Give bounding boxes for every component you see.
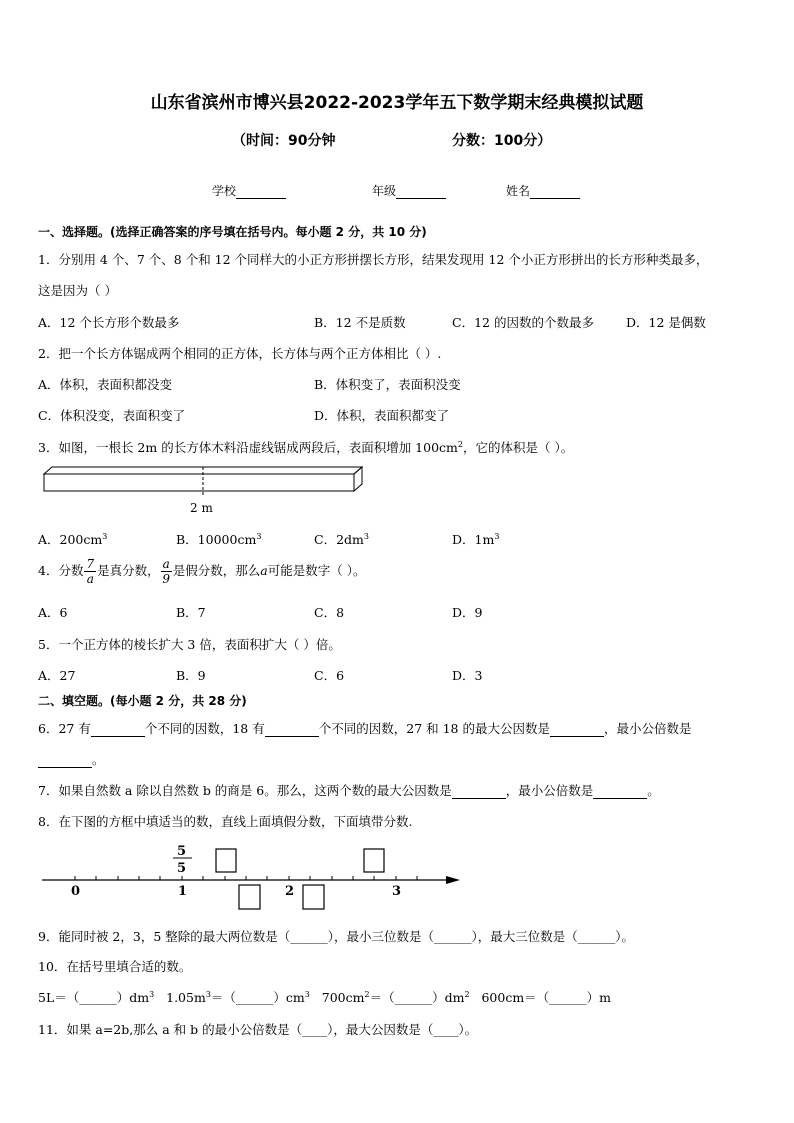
q3-option-c[interactable] [314,530,369,548]
frac-denominator: 5 [177,861,187,876]
q3-option-d-exp: 3 [494,531,500,541]
q6-p3: 个不同的因数，27 和 18 的最大公因数是 [318,721,550,736]
q1-stem-line2: 这是因为（ ） [38,283,117,298]
wood-beam-figure [40,462,370,520]
q10-p6: 600cm＝（______）m [481,990,612,1005]
q10-e2: 3 [205,989,211,999]
q4-post: 可能是数字（ ）。 [267,563,366,578]
q1-option-b[interactable]: B．12 不是质数 [314,315,406,330]
q4-fraction-2 [161,557,172,586]
q10-conversions [38,988,611,1006]
q6-blank-3[interactable] [550,736,604,737]
answer-box-below-2[interactable] [303,885,324,909]
name-label: 姓名 [506,184,531,198]
q2-stem: 2．把一个长方体锯成两个相同的正方体，长方体与两个正方体相比（ ）. [38,346,442,361]
q3-option-b[interactable] [176,530,261,548]
q6-stem [38,719,691,737]
q3-stem [38,438,573,456]
q3-option-a-text: A．200cm [38,532,103,547]
frac-numerator: 5 [177,844,187,859]
q3-option-b-text: B．10000cm [176,532,257,547]
q3-option-d[interactable] [452,530,499,548]
q4-stem [38,556,365,586]
q2-option-a[interactable]: A．体积，表面积都没变 [38,377,173,392]
answer-box-above-2[interactable] [364,849,384,872]
q6-p4: ，最小公倍数是 [603,721,692,736]
q3-stem-pre: 3．如图，一根长 2m 的长方体木料沿虚线锯成两段后，表面积增加 100cm [38,440,458,455]
q1-option-d[interactable]: D．12 是偶数 [626,315,706,330]
q3-option-d-text: D．1m [452,532,495,547]
q3-stem-sup: 2 [457,439,463,449]
fraction-5-over-5 [173,844,192,876]
q10-e1: 3 [149,989,155,999]
q5-option-b[interactable]: B．9 [176,668,206,683]
q4-option-c[interactable]: C．8 [314,605,345,620]
q8-stem: 8．在下图的方框中填适当的数，直线上面填假分数，下面填带分数. [38,814,413,829]
q5-option-c[interactable]: C．6 [314,668,345,683]
grade-label: 年级 [372,184,397,198]
q2-option-c[interactable]: C．体积没变，表面积变了 [38,408,186,423]
q3-option-a-exp: 3 [102,531,108,541]
beam-length-label: 2 m [190,501,213,515]
q4-option-b[interactable]: B．7 [176,605,206,620]
school-label: 学校 [212,184,237,198]
q4-pre: 4．分数 [38,563,84,578]
q2-option-b[interactable]: B．体积变了，表面积没变 [314,377,461,392]
school-field [212,182,286,199]
name-blank[interactable] [530,198,580,199]
q5-option-d[interactable]: D．3 [452,668,483,683]
q1-option-c[interactable]: C．12 的因数的个数最多 [452,315,594,330]
q5-option-a[interactable]: A．27 [38,668,76,683]
q3-option-a[interactable] [38,530,107,548]
q7-stem [38,781,660,799]
q7-p2: ，最小公倍数是 [505,783,594,798]
exam-score: 分数：100分） [452,133,552,149]
q2-option-d[interactable]: D．体积，表面积都变了 [314,408,450,423]
beam-front-face [44,474,354,491]
q9-stem: 9．能同时被 2，3，5 整除的最大两位数是（______），最小三位数是（______），最大三位数是（______）。 [38,929,635,944]
q6-blank-2[interactable] [265,736,319,737]
q7-blank-2[interactable] [593,798,647,799]
q7-p3: 。 [647,783,660,798]
q6-p2: 个不同的因数，18 有 [144,721,265,736]
name-field [506,182,580,199]
q10-stem: 10．在括号里填合适的数。 [38,959,192,974]
section-2-heading: 二、填空题。(每小题 2 分，共 28 分) [38,694,247,708]
q4-mid: 是真分数， [97,563,160,578]
tick-label-2: 2 [285,884,295,899]
q10-e3: 3 [304,989,310,999]
q10-e5: 2 [464,989,470,999]
q3-stem-post: ，它的体积是（ ）。 [463,440,574,455]
q10-p2: 1.05m [166,990,206,1005]
q4-option-a[interactable]: A．6 [38,605,68,620]
tick-label-1: 1 [178,884,188,899]
q10-p5: ＝（______）dm [369,990,465,1005]
grade-field [372,182,446,199]
q10-p3: ＝（______）cm [210,990,305,1005]
q7-p1: 7．如果自然数 a 除以自然数 b 的商是 6。那么，这两个数的最大公因数是 [38,783,452,798]
tick-label-3: 3 [392,884,402,899]
q4-mid2: 是假分数，那么 [172,563,261,578]
q10-p4: 700cm [321,990,365,1005]
q3-option-c-exp: 3 [363,531,369,541]
section-1-heading: 一、选择题。(选择正确答案的序号填在括号内。每小题 2 分，共 10 分) [38,225,427,239]
q4-frac2-num: a [162,557,170,571]
q4-frac2-den: 9 [162,572,170,586]
tick-label-0: 0 [71,884,81,899]
page-title: 山东省滨州市博兴县2022-2023学年五下数学期末经典模拟试题 [150,93,644,113]
q11-stem: 11．如果 a=2b,那么 a 和 b 的最小公倍数是（____），最大公因数是（____）。 [38,1022,478,1037]
answer-box-below-1[interactable] [239,885,260,909]
q6-blank-4[interactable] [38,767,92,768]
q10-e4: 2 [364,989,370,999]
grade-blank[interactable] [396,198,446,199]
q6-stem-line2 [38,750,105,768]
q4-option-d[interactable]: D．9 [452,605,483,620]
q6-p5: 。 [92,752,105,767]
number-line-figure [38,838,468,916]
q3-option-c-text: C．2dm [314,532,364,547]
q1-option-a[interactable]: A．12 个长方形个数最多 [38,315,180,330]
q7-blank-1[interactable] [452,798,506,799]
q6-blank-1[interactable] [91,736,145,737]
q4-var: a [260,563,268,578]
exam-time: （时间：90分钟 [232,133,336,149]
answer-box-above-1[interactable] [216,849,236,872]
q3-option-b-exp: 3 [256,531,262,541]
q1-stem-line1: 1．分别用 4 个、7 个、8 个和 12 个同样大的小正方形拼摆长方形，结果发现用 12 个小正方形拼出的长方形种类最多， [38,252,709,267]
beam-side-face [354,467,362,491]
q4-frac1-den: a [86,572,94,586]
school-blank[interactable] [236,198,286,199]
q10-p1: 5L＝（______）dm [38,990,150,1005]
number-line-arrow-icon [446,876,460,884]
q4-frac1-num: 7 [86,557,95,571]
q6-p1: 6．27 有 [38,721,91,736]
q4-fraction-1 [84,557,96,586]
q5-stem: 5．一个正方体的棱长扩大 3 倍，表面积扩大（ ）倍。 [38,637,341,652]
